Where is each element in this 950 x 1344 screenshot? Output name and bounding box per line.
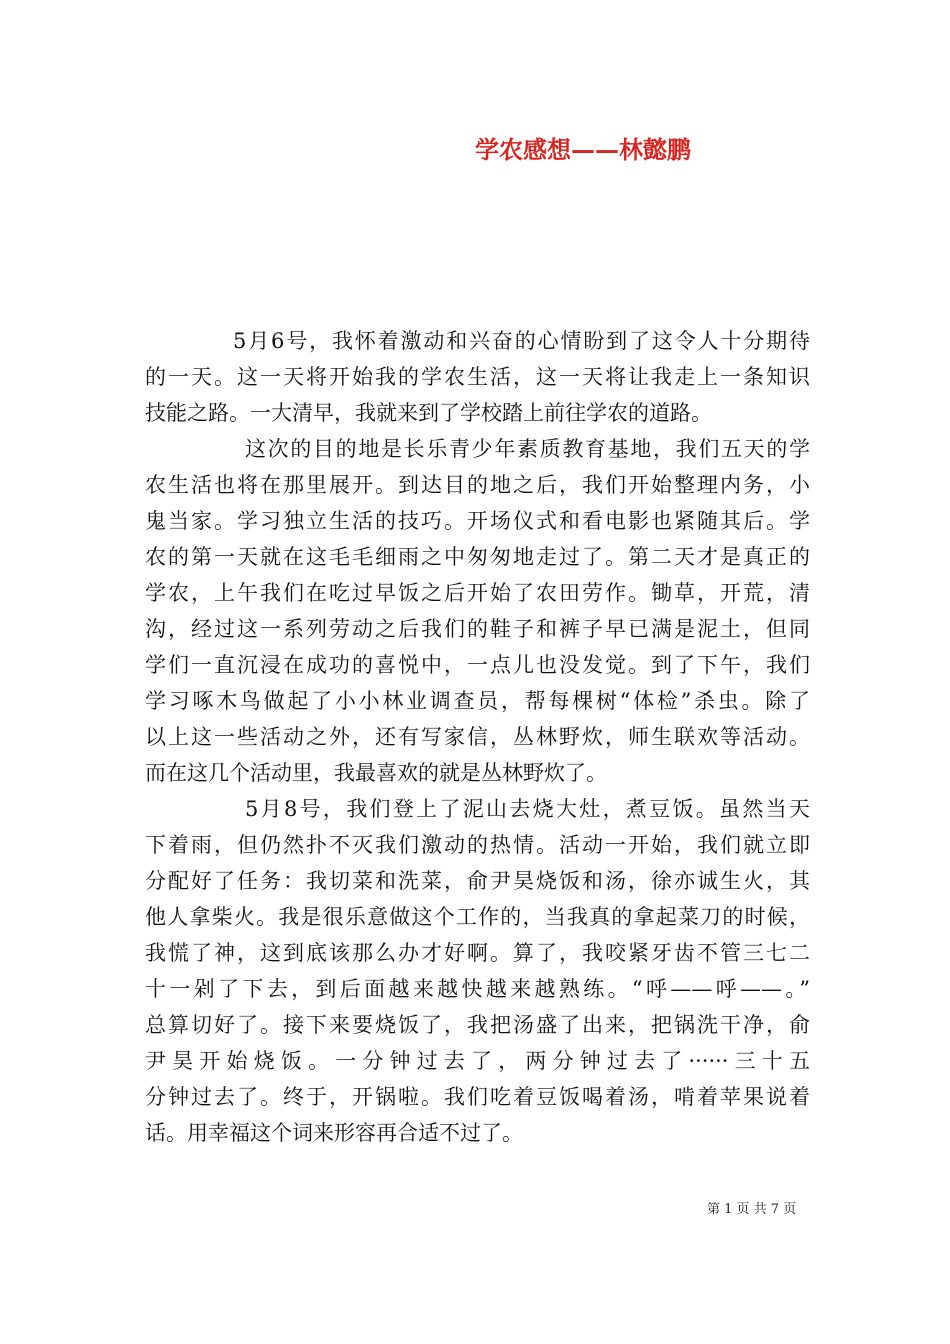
paragraph-2-line-3: 鬼当家。学习独立生活的技巧。开场仪式和看电影也紧随其后。学 <box>145 509 810 533</box>
paragraph-3-line-2: 下着雨，但仍然扑不灭我们激动的热情。活动一开始，我们就立即 <box>145 833 810 857</box>
paragraph-3-line-5: 我慌了神，这到底该那么办才好啊。算了，我咬紧牙齿不管三七二 <box>145 941 810 965</box>
paragraph-3-line-1: 5月8号，我们登上了泥山去烧大灶，煮豆饭。虽然当天 <box>245 797 810 821</box>
paragraph-3-line-9: 分钟过去了。终于，开锅啦。我们吃着豆饭喝着汤，啃着苹果说着 <box>145 1085 810 1109</box>
paragraph-3-line-8: 尹昊开始烧饭。一分钟过去了，两分钟过去了······三十五 <box>145 1049 810 1073</box>
paragraph-2-line-1: 这次的目的地是长乐青少年素质教育基地，我们五天的学 <box>245 437 810 461</box>
paragraph-2-line-7: 学们一直沉浸在成功的喜悦中，一点儿也没发觉。到了下午，我们 <box>145 653 810 677</box>
paragraph-2-line-4: 农的第一天就在这毛毛细雨之中匆匆地走过了。第二天才是真正的 <box>145 545 810 569</box>
paragraph-1-line-1: 5月6号，我怀着激动和兴奋的心情盼到了这令人十分期待 <box>233 329 810 353</box>
paragraph-3-line-3: 分配好了任务：我切菜和洗菜，俞尹昊烧饭和汤，徐亦诚生火，其 <box>145 869 810 893</box>
paragraph-2-line-8: 学习啄木鸟做起了小小林业调查员，帮每棵树“体检”杀虫。除了 <box>145 689 810 713</box>
paragraph-3-line-7: 总算切好了。接下来要烧饭了，我把汤盛了出来，把锅洗干净，俞 <box>145 1013 810 1037</box>
page-title: 学农感想——林懿鹏 <box>475 135 691 164</box>
paragraph-3-line-6: 十一剁了下去，到后面越来越快越来越熟练。“呼——呼——。” <box>145 977 810 1001</box>
paragraph-2-line-10: 而在这几个活动里，我最喜欢的就是丛林野炊了。 <box>145 761 607 785</box>
document-body <box>145 323 810 1151</box>
paragraph-1-line-3: 技能之路。一大清早，我就来到了学校踏上前往学农的道路。 <box>145 401 712 425</box>
paragraph-2-line-2: 农生活也将在那里展开。到达目的地之后，我们开始整理内务，小 <box>145 473 810 497</box>
paragraph-3-line-10: 话。用幸福这个词来形容再合适不过了。 <box>145 1121 523 1145</box>
paragraph-1-line-2: 的一天。这一天将开始我的学农生活，这一天将让我走上一条知识 <box>145 365 810 389</box>
paragraph-2-line-9: 以上这一些活动之外，还有写家信，丛林野炊，师生联欢等活动。 <box>145 725 810 749</box>
paragraph-2-line-6: 沟，经过这一系列劳动之后我们的鞋子和裤子早已满是泥土，但同 <box>145 617 810 641</box>
paragraph-2-line-5: 学农，上午我们在吃过早饭之后开始了农田劳作。锄草，开荒，清 <box>145 581 810 605</box>
paragraph-3-line-4: 他人拿柴火。我是很乐意做这个工作的，当我真的拿起菜刀的时候， <box>145 905 810 929</box>
page-number-footer: 第 1 页 共 7 页 <box>707 1202 797 1217</box>
